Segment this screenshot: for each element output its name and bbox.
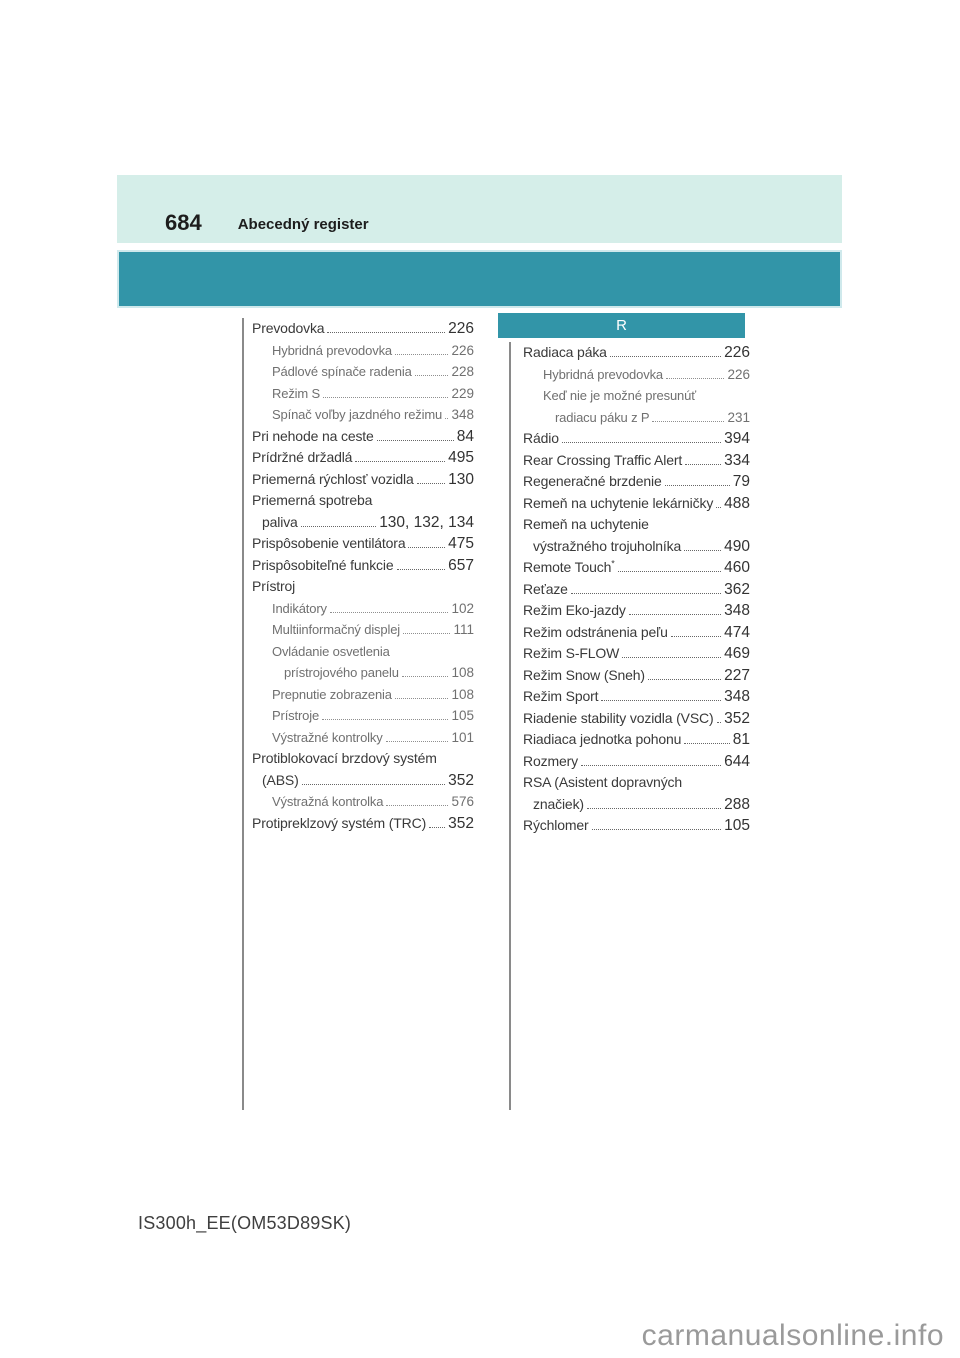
index-entry [523,471,750,493]
index-entry-label: Remeň na uchytenie lekárničky [523,494,714,511]
watermark: carmanualsonline.info [641,1319,944,1352]
index-entry [252,318,474,340]
index-entry-page: 394 [724,430,750,447]
dot-leader [355,461,445,462]
index-entry-label: Výstražná kontrolka [272,794,384,809]
index-entry-label: Riadiaca jednotka pohonu [523,731,682,747]
index-entry-label: radiacu páku z P [555,409,650,425]
index-entry [523,643,750,665]
index-entry [252,447,474,469]
index-entry-label: značiek) [533,795,584,812]
dot-leader [445,418,448,419]
dot-leader [671,636,721,637]
dot-leader [610,356,721,357]
index-entry-label: Rádio [523,430,559,446]
index-entry [262,770,474,792]
index-entry [252,748,474,770]
index-entry-label: Režim S [272,385,321,401]
index-entry-label: prístrojového panelu [284,665,399,680]
index-entry [543,385,750,407]
index-entry-label: Reťaze [523,580,568,597]
index-entry-label: Režim Snow (Sneh) [523,666,645,683]
index-entry-label: Prispôsobenie ventilátora [252,535,406,551]
index-entry [523,708,750,730]
index-entry [523,428,750,450]
dot-leader [322,719,448,720]
index-entry [523,557,750,579]
index-left-column [252,318,474,834]
index-entry-page: 474 [724,623,750,641]
index-entry-label: Protipreklzový systém (TRC) [252,814,427,831]
index-entry-label: RSA (Asistent dopravných [523,774,683,790]
left-column-rule [242,318,244,1110]
dot-leader [395,354,448,355]
index-entry-label: Keď nie je možné presunúť [543,388,696,403]
dot-leader [601,700,721,701]
dot-leader [386,805,448,806]
index-entry-label: Režim odstránenia peľu [523,623,668,640]
index-entry [523,772,750,794]
index-entry-page: 495 [448,449,474,466]
dot-leader [592,829,722,830]
index-entry [272,641,474,663]
index-entry-page: 229 [451,385,474,401]
index-entry [272,619,474,641]
index-entry [252,469,474,491]
index-entry-label: Prepnutie zobrazenia [272,686,392,702]
index-entry-label: Protiblokovací brzdový systém [252,750,437,766]
index-entry-label: Režim S-FLOW [523,645,620,661]
index-entry-label: Remote Touch* [523,558,615,575]
index-entry [555,407,750,429]
index-right-column [523,342,750,837]
index-entry-page: 102 [451,600,474,616]
index-entry-page: 231 [727,409,750,425]
dot-leader [395,698,449,699]
dot-leader [386,741,449,742]
dot-leader [571,593,721,594]
index-entry-page: 228 [451,364,474,379]
index-entry [272,684,474,706]
index-entry [284,662,474,684]
dot-leader [397,569,446,570]
index-entry [272,791,474,813]
index-entry-label: paliva [262,513,298,530]
dot-leader [402,676,449,677]
index-entry-label: Prístroje [272,708,320,723]
dot-leader [562,442,721,443]
index-entry-label: (ABS) [262,771,299,788]
index-entry-label: Pri nehode na ceste [252,427,374,444]
dot-leader [323,397,448,398]
index-entry-label: Priemerná spotreba [252,492,373,508]
dot-leader [716,507,721,508]
index-entry [272,404,474,426]
index-entry [272,705,474,727]
index-entry-page: 460 [724,559,750,576]
index-entry-label: výstražného trojuholníka [533,537,682,554]
index-entry [523,342,750,364]
index-entry [543,364,750,386]
index-entry-page: 226 [451,342,474,358]
section-letter: R [616,317,627,334]
index-entry-page: 130, 132, 134 [379,513,474,531]
dot-leader [648,679,721,680]
index-entry [252,813,474,835]
index-entry-page: 108 [451,686,474,702]
index-entry-page: 348 [724,688,750,705]
index-entry [523,450,750,472]
dot-leader [684,550,721,551]
index-entry-label: Výstražné kontrolky [272,729,383,745]
index-entry-page: 226 [724,344,750,361]
index-entry-page: 644 [724,752,750,770]
index-entry [252,576,474,598]
dot-leader [429,827,445,828]
dot-leader [684,743,729,744]
index-entry [523,665,750,687]
footer-document-code: IS300h_EE(OM53D89SK) [138,1213,352,1233]
index-entry-label: Prispôsobiteľné funkcie [252,556,394,573]
index-entry-page: 226 [727,366,750,382]
index-entry [533,536,750,558]
index-entry [272,727,474,749]
index-entry-label: Pádlové spínače radenia [272,364,412,379]
dot-leader [408,547,445,548]
dot-leader [301,526,377,527]
index-entry-page: 108 [451,665,474,680]
index-entry-label: Režim Eko-jazdy [523,602,626,618]
index-entry-label: Prevodovka [252,320,325,336]
index-entry-page: 105 [724,817,750,834]
index-entry-page: 362 [724,580,750,598]
dot-leader [665,485,730,486]
index-entry-page: 81 [732,731,750,748]
dot-leader [622,657,721,658]
index-entry-page: 84 [456,427,474,445]
footnote-asterisk: * [611,558,615,569]
index-entry-label: Hybridná prevodovka [543,366,663,382]
index-entry [252,490,474,512]
index-entry-page: 288 [724,795,750,813]
dot-leader [415,375,449,376]
index-entry [523,579,750,601]
section-letter-box [498,313,745,338]
index-entry-label: Riadenie stability vozidla (VSC) [523,709,714,726]
index-entry-label: Radiaca páka [523,344,607,360]
index-entry-label: Indikátory [272,600,327,616]
index-entry [252,426,474,448]
dot-leader [666,378,724,379]
index-entry-page: 348 [724,602,750,619]
dot-leader [330,612,449,613]
index-entry-page: 226 [448,320,474,337]
index-entry-page: 475 [448,535,474,552]
index-entry-label: Multiinformačný displej [272,622,401,637]
index-entry [523,622,750,644]
index-entry-page: 348 [451,407,474,422]
index-entry-label: Regeneračné brzdenie [523,473,662,489]
index-entry-page: 105 [451,708,474,723]
index-entry-page: 657 [448,556,474,574]
index-entry [523,729,750,751]
index-entry-page: 111 [453,622,474,637]
index-entry-page: 334 [724,451,750,469]
index-entry-label: Ovládanie osvetlenia [272,643,390,659]
index-entry [272,361,474,383]
index-entry-page: 101 [451,729,474,745]
index-entry-label: Prístroj [252,578,296,594]
index-entry-label: Prídržné držadlá [252,449,353,465]
index-entry [272,383,474,405]
index-entry [252,555,474,577]
dot-leader [581,765,721,766]
index-entry [523,600,750,622]
index-entry-page: 79 [732,473,750,490]
index-entry-label: Remeň na uchytenie [523,516,649,532]
index-entry-page: 352 [448,771,474,789]
dot-leader [377,440,454,441]
right-column-rule [509,342,511,1110]
index-entry-label: Hybridná prevodovka [272,342,392,358]
index-entry [523,493,750,515]
page-title: Abecedný register [237,216,369,233]
header-accent-bar [117,250,842,308]
page-header-band [117,175,842,243]
index-entry-page: 488 [724,494,750,512]
index-entry-page: 130 [448,470,474,488]
index-entry [523,815,750,837]
dot-leader [652,421,724,422]
index-entry [523,686,750,708]
index-entry [523,751,750,773]
index-entry-page: 352 [724,709,750,727]
index-entry-label: Rýchlomer [523,817,589,833]
page-number: 684 [165,210,202,235]
dot-leader [302,784,446,785]
index-entry [252,533,474,555]
index-entry [523,514,750,536]
index-entry-page: 227 [724,666,750,684]
index-entry-page: 469 [724,645,750,662]
index-entry-label: Rear Crossing Traffic Alert [523,451,683,468]
index-entry-label: Priemerná rýchlosť vozidla [252,470,414,487]
index-entry-page: 352 [448,814,474,832]
dot-leader [587,808,721,809]
index-entry-label: Rozmery [523,752,578,769]
index-entry [272,598,474,620]
index-entry [262,512,474,534]
index-entry-label: Režim Sport [523,688,599,704]
dot-leader [417,483,445,484]
index-entry [533,794,750,816]
index-entry [272,340,474,362]
index-entry-page: 490 [724,537,750,555]
dot-leader [618,571,722,572]
index-entry-label: Spínač voľby jazdného režimu [272,407,443,422]
index-entry-page: 576 [451,794,474,809]
dot-leader [685,464,721,465]
dot-leader [629,614,721,615]
dot-leader [717,722,722,723]
dot-leader [327,332,445,333]
dot-leader [403,633,450,634]
